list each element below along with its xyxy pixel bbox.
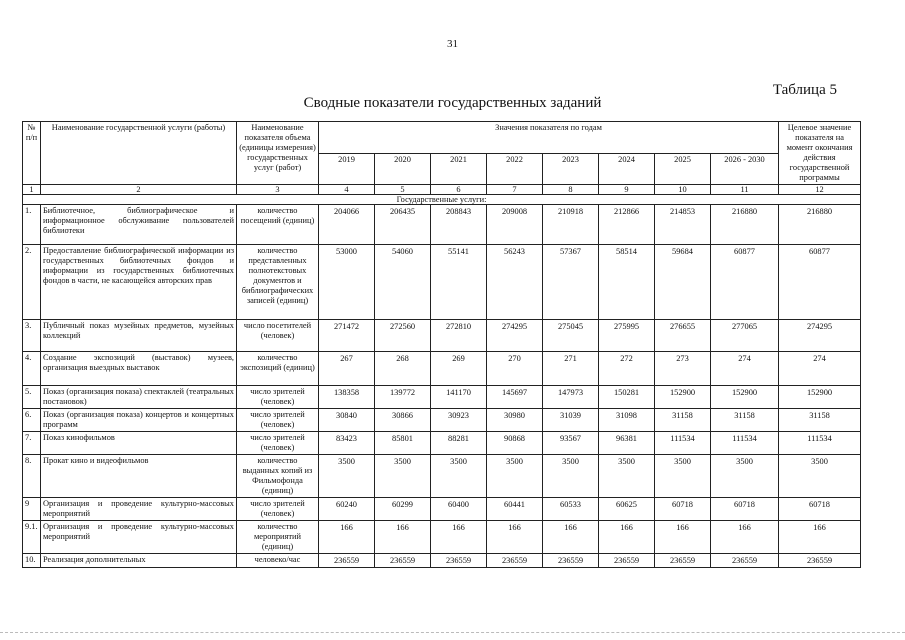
target-value: 60718 xyxy=(779,498,861,521)
row-number: 6. xyxy=(23,409,41,432)
year-value: 209008 xyxy=(487,205,543,245)
column-number: 11 xyxy=(711,185,779,195)
col-header-target: Целевое значение показателя на момент окончания действия государственной программы xyxy=(779,122,861,185)
service-name: Показ кинофильмов xyxy=(41,432,237,455)
service-name: Библиотечное, библиографическое и информационное обслуживание пользователей библиотеки xyxy=(41,205,237,245)
target-value: 236559 xyxy=(779,554,861,568)
year-value: 275045 xyxy=(543,320,599,352)
year-value: 236559 xyxy=(543,554,599,568)
year-value: 236559 xyxy=(487,554,543,568)
indicator-name: человеко/час xyxy=(237,554,319,568)
year-value: 275995 xyxy=(599,320,655,352)
col-header-no: № п/п xyxy=(23,122,41,185)
col-header-service: Наименование государственной услуги (работы) xyxy=(41,122,237,185)
indicator-name: число зрителей (человек) xyxy=(237,409,319,432)
column-number: 2 xyxy=(41,185,237,195)
year-value: 53000 xyxy=(319,245,375,320)
table-row xyxy=(23,409,861,432)
row-number: 9 xyxy=(23,498,41,521)
year-value: 273 xyxy=(655,352,711,386)
year-value: 85801 xyxy=(375,432,431,455)
year-value: 274295 xyxy=(487,320,543,352)
year-value: 96381 xyxy=(599,432,655,455)
year-value: 147973 xyxy=(543,386,599,409)
year-value: 30866 xyxy=(375,409,431,432)
year-value: 271 xyxy=(543,352,599,386)
year-value: 236559 xyxy=(655,554,711,568)
column-number: 4 xyxy=(319,185,375,195)
year-value: 145697 xyxy=(487,386,543,409)
target-value: 31158 xyxy=(779,409,861,432)
year-value: 166 xyxy=(711,521,779,554)
table-row xyxy=(23,521,861,554)
header-row-1 xyxy=(23,122,861,154)
year-value: 60299 xyxy=(375,498,431,521)
row-number: 9.1. xyxy=(23,521,41,554)
service-name: Реализация дополнительных xyxy=(41,554,237,568)
table-row xyxy=(23,352,861,386)
year-value: 60718 xyxy=(655,498,711,521)
year-value: 138358 xyxy=(319,386,375,409)
year-value: 60533 xyxy=(543,498,599,521)
year-value: 214853 xyxy=(655,205,711,245)
year-value: 111534 xyxy=(655,432,711,455)
year-value: 212866 xyxy=(599,205,655,245)
column-number: 6 xyxy=(431,185,487,195)
year-value: 206435 xyxy=(375,205,431,245)
year-header: 2021 xyxy=(431,153,487,185)
year-value: 270 xyxy=(487,352,543,386)
year-value: 58514 xyxy=(599,245,655,320)
service-name: Прокат кино и видеофильмов xyxy=(41,455,237,498)
year-value: 3500 xyxy=(431,455,487,498)
indicator-name: число посетителей (человек) xyxy=(237,320,319,352)
summary-table xyxy=(22,121,861,568)
year-value: 55141 xyxy=(431,245,487,320)
page-bottom-edge xyxy=(0,632,905,633)
year-value: 216880 xyxy=(711,205,779,245)
column-number: 3 xyxy=(237,185,319,195)
table-row xyxy=(23,205,861,245)
column-number: 1 xyxy=(23,185,41,195)
year-value: 236559 xyxy=(319,554,375,568)
row-number: 10. xyxy=(23,554,41,568)
year-value: 166 xyxy=(655,521,711,554)
col-header-indicator: Наименование показателя объема (единицы измерения) государственных услуг (работ) xyxy=(237,122,319,185)
year-value: 152900 xyxy=(711,386,779,409)
indicator-name: число зрителей (человек) xyxy=(237,432,319,455)
year-value: 166 xyxy=(599,521,655,554)
year-value: 236559 xyxy=(431,554,487,568)
year-value: 59684 xyxy=(655,245,711,320)
year-value: 272560 xyxy=(375,320,431,352)
row-number: 4. xyxy=(23,352,41,386)
year-value: 236559 xyxy=(375,554,431,568)
year-value: 277065 xyxy=(711,320,779,352)
year-value: 31039 xyxy=(543,409,599,432)
indicator-name: число зрителей (человек) xyxy=(237,498,319,521)
year-value: 276655 xyxy=(655,320,711,352)
year-value: 57367 xyxy=(543,245,599,320)
row-number: 8. xyxy=(23,455,41,498)
indicator-name: число зрителей (человек) xyxy=(237,386,319,409)
year-value: 236559 xyxy=(711,554,779,568)
row-number: 7. xyxy=(23,432,41,455)
indicator-name: количество посещений (единиц) xyxy=(237,205,319,245)
year-value: 3500 xyxy=(543,455,599,498)
column-number: 5 xyxy=(375,185,431,195)
service-name: Показ (организация показа) спектаклей (театральных постановок) xyxy=(41,386,237,409)
section-row xyxy=(23,195,861,205)
table-row xyxy=(23,455,861,498)
year-value: 31158 xyxy=(711,409,779,432)
year-value: 272810 xyxy=(431,320,487,352)
year-value: 152900 xyxy=(655,386,711,409)
year-value: 272 xyxy=(599,352,655,386)
year-value: 274 xyxy=(711,352,779,386)
year-value: 54060 xyxy=(375,245,431,320)
year-header: 2022 xyxy=(487,153,543,185)
year-value: 139772 xyxy=(375,386,431,409)
year-value: 88281 xyxy=(431,432,487,455)
year-value: 60625 xyxy=(599,498,655,521)
table-row xyxy=(23,320,861,352)
target-value: 60877 xyxy=(779,245,861,320)
year-value: 60400 xyxy=(431,498,487,521)
year-value: 3500 xyxy=(375,455,431,498)
year-header: 2019 xyxy=(319,153,375,185)
indicator-name: количество представленных полнотекстовых документов и библиографических записей (единиц) xyxy=(237,245,319,320)
target-value: 216880 xyxy=(779,205,861,245)
year-header: 2025 xyxy=(655,153,711,185)
table-label: Таблица 5 xyxy=(772,82,837,98)
year-value: 236559 xyxy=(599,554,655,568)
table-row xyxy=(23,498,861,521)
target-value: 274295 xyxy=(779,320,861,352)
year-value: 30923 xyxy=(431,409,487,432)
year-value: 210918 xyxy=(543,205,599,245)
year-value: 208843 xyxy=(431,205,487,245)
col-header-values-by-year: Значения показателя по годам xyxy=(319,122,779,154)
year-value: 60877 xyxy=(711,245,779,320)
indicator-name: количество мероприятий (единиц) xyxy=(237,521,319,554)
document-title: Сводные показатели государственных заданий xyxy=(303,95,602,111)
year-value: 141170 xyxy=(431,386,487,409)
column-number-row xyxy=(23,185,861,195)
year-value: 268 xyxy=(375,352,431,386)
year-value: 166 xyxy=(319,521,375,554)
table-row xyxy=(23,386,861,409)
service-name: Предоставление библиографической информации из государственных библиотечных фондов и информации из государственных библиотечных фондов в части, не касающейся авторских прав xyxy=(41,245,237,320)
target-value: 152900 xyxy=(779,386,861,409)
year-value: 204066 xyxy=(319,205,375,245)
table-row xyxy=(23,245,861,320)
column-number: 9 xyxy=(599,185,655,195)
year-value: 60718 xyxy=(711,498,779,521)
year-value: 3500 xyxy=(319,455,375,498)
target-value: 166 xyxy=(779,521,861,554)
year-value: 3500 xyxy=(711,455,779,498)
row-number: 2. xyxy=(23,245,41,320)
service-name: Создание экспозиций (выставок) музеев, организация выездных выставок xyxy=(41,352,237,386)
column-number: 12 xyxy=(779,185,861,195)
year-header: 2020 xyxy=(375,153,431,185)
year-value: 3500 xyxy=(655,455,711,498)
indicator-name: количество выданных копий из Фильмофонда (единиц) xyxy=(237,455,319,498)
year-value: 166 xyxy=(543,521,599,554)
year-header: 2026 - 2030 xyxy=(711,153,779,185)
page-number: 31 xyxy=(447,38,458,50)
year-value: 269 xyxy=(431,352,487,386)
column-number: 7 xyxy=(487,185,543,195)
year-value: 90868 xyxy=(487,432,543,455)
target-value: 111534 xyxy=(779,432,861,455)
year-header: 2024 xyxy=(599,153,655,185)
year-value: 166 xyxy=(487,521,543,554)
indicator-name: количество экспозиций (единиц) xyxy=(237,352,319,386)
year-value: 60441 xyxy=(487,498,543,521)
service-name: Организация и проведение культурно-массовых мероприятий xyxy=(41,498,237,521)
service-name: Публичный показ музейных предметов, музейных коллекций xyxy=(41,320,237,352)
year-value: 31098 xyxy=(599,409,655,432)
year-value: 267 xyxy=(319,352,375,386)
year-value: 56243 xyxy=(487,245,543,320)
row-number: 5. xyxy=(23,386,41,409)
column-number: 10 xyxy=(655,185,711,195)
year-value: 111534 xyxy=(711,432,779,455)
table-row xyxy=(23,432,861,455)
section-label: Государственные услуги: xyxy=(23,195,861,205)
year-value: 166 xyxy=(375,521,431,554)
year-value: 3500 xyxy=(599,455,655,498)
row-number: 1. xyxy=(23,205,41,245)
year-value: 3500 xyxy=(487,455,543,498)
target-value: 3500 xyxy=(779,455,861,498)
year-value: 93567 xyxy=(543,432,599,455)
year-value: 30980 xyxy=(487,409,543,432)
target-value: 274 xyxy=(779,352,861,386)
year-header: 2023 xyxy=(543,153,599,185)
table-row xyxy=(23,554,861,568)
year-value: 83423 xyxy=(319,432,375,455)
service-name: Показ (организация показа) концертов и концертных программ xyxy=(41,409,237,432)
year-value: 31158 xyxy=(655,409,711,432)
column-number: 8 xyxy=(543,185,599,195)
service-name: Организация и проведение культурно-массовых мероприятий xyxy=(41,521,237,554)
year-value: 30840 xyxy=(319,409,375,432)
year-value: 271472 xyxy=(319,320,375,352)
year-value: 166 xyxy=(431,521,487,554)
year-value: 150281 xyxy=(599,386,655,409)
year-value: 60240 xyxy=(319,498,375,521)
row-number: 3. xyxy=(23,320,41,352)
